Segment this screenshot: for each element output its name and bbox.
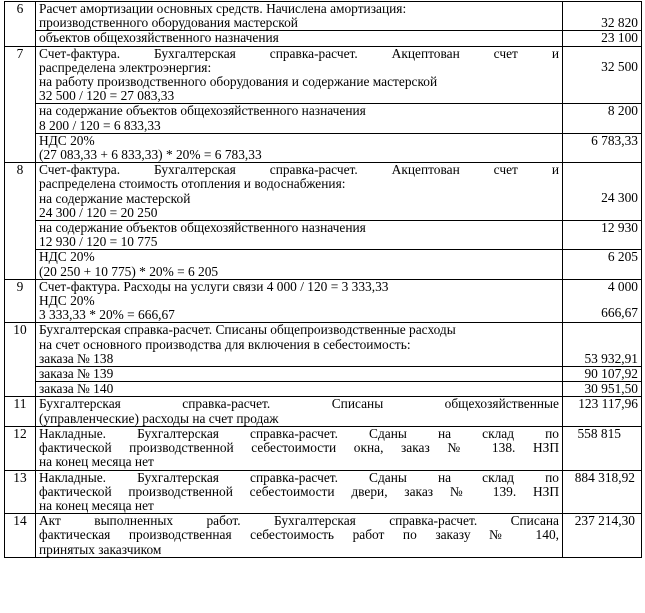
row-8-amount-c: 6 205 — [563, 250, 642, 279]
row-7-description-b — [36, 104, 563, 133]
desc-line: НДС 20% — [39, 133, 95, 148]
desc-line: (20 250 + 10 775) * 20% = 6 205 — [39, 263, 219, 279]
row-8-description-b — [36, 221, 563, 250]
desc-line: Расчет амортизации основных средств. Начислена амортизация: — [39, 1, 407, 16]
desc-line: на счет основного производства для включения в себестоимость: — [39, 336, 411, 352]
row-9-description — [36, 279, 563, 323]
desc-line: 3 333,33 * 20% = 666,67 — [39, 307, 175, 323]
row-12-description — [36, 426, 563, 470]
table-row-10b — [5, 367, 642, 382]
desc-line: на содержание объектов общехозяйственного назначения — [39, 220, 366, 236]
table-row-8b — [5, 221, 642, 250]
table-row-6 — [5, 2, 642, 31]
table-row-13 — [5, 470, 642, 514]
row-11-amount: 123 117,96 — [563, 397, 642, 426]
row-7-description-a — [36, 46, 563, 104]
table-row-7 — [5, 46, 642, 104]
row-7-amount-b: 8 200 — [563, 104, 642, 133]
row-14-description — [36, 514, 563, 558]
desc-line: Бухгалтерская справка-расчет. Списаны общепроизводственные расходы — [39, 322, 456, 338]
table-row-6b — [5, 31, 642, 46]
table-row-8 — [5, 163, 642, 221]
desc-line: НДС 20% — [39, 293, 95, 309]
desc-line: 24 300 / 120 = 20 250 — [39, 204, 158, 220]
table-row-11 — [5, 397, 642, 426]
table-row-12 — [5, 426, 642, 470]
row-number-6: 6 — [5, 2, 36, 47]
row-8-amount-b: 12 930 — [563, 221, 642, 250]
table-row-7c — [5, 133, 642, 162]
desc-line: Накладные. Бухгалтерская справка-расчет. Сданы на склад по — [39, 470, 559, 485]
desc-line: производственного оборудования мастерской — [39, 15, 298, 31]
row-9-amounts — [563, 279, 642, 323]
row-number-13: 13 — [5, 470, 36, 514]
desc-line: 12 930 / 120 = 10 775 — [39, 234, 158, 250]
row-10-description-b — [36, 367, 563, 382]
desc-line: объектов общехозяйственного назначения — [39, 30, 279, 46]
row-6-description-a — [36, 2, 563, 31]
desc-line: заказа № 138 — [39, 350, 114, 366]
row-9-amount-2: 666,67 — [601, 305, 638, 321]
row-7-amount-a: 32 500 — [563, 46, 642, 104]
desc-line: Счет-фактура. Бухгалтерская справка-расчет. Акцептован счет и — [39, 162, 559, 178]
row-number-9: 9 — [5, 279, 36, 323]
desc-line: на работу производственного оборудования и содержание мастерской — [39, 74, 438, 90]
row-12-amount: 558 815 — [563, 426, 642, 470]
row-number-12: 12 — [5, 426, 36, 470]
row-number-10: 10 — [5, 323, 36, 397]
desc-line: 32 500 / 120 = 27 083,33 — [39, 88, 175, 104]
row-9-amount-1: 4 000 — [607, 279, 638, 294]
table-row-8c — [5, 250, 642, 279]
desc-line: Счет-фактура. Расходы на услуги связи 4 000 / 120 = 3 333,33 — [39, 279, 389, 294]
desc-line: на содержание объектов общехозяйственного назначения — [39, 103, 366, 119]
table-row-14 — [5, 514, 642, 558]
desc-line: на конец месяца нет — [39, 497, 154, 513]
row-6-amount-b: 23 100 — [563, 31, 642, 46]
desc-line: фактической производственной себестоимости окна, заказ № 138. НЗП — [39, 440, 559, 456]
row-10-amount-c: 30 951,50 — [563, 382, 642, 397]
desc-line: фактической производственной себестоимости двери, заказ № 139. НЗП — [39, 483, 559, 499]
desc-line: 8 200 / 120 = 6 833,33 — [39, 117, 161, 133]
row-10-amount-b: 90 107,92 — [563, 367, 642, 382]
row-11-description — [36, 397, 563, 426]
row-10-amount-a: 53 932,91 — [563, 323, 642, 367]
table-row-10c — [5, 382, 642, 397]
journal-table — [4, 1, 642, 558]
row-8-amount-a: 24 300 — [563, 163, 642, 221]
row-8-description-c — [36, 250, 563, 279]
desc-line: заказа № 139 — [39, 366, 114, 382]
row-10-description-a — [36, 323, 563, 367]
row-number-7: 7 — [5, 46, 36, 163]
table-row-10 — [5, 323, 642, 367]
row-number-8: 8 — [5, 163, 36, 280]
desc-line: распределена электроэнергия: — [39, 59, 212, 75]
desc-line: НДС 20% — [39, 249, 95, 265]
row-6-amount-a: 32 820 — [563, 2, 642, 31]
desc-line: Акт выполненных работ. Бухгалтерская справка-расчет. Списана — [39, 513, 559, 529]
row-number-11: 11 — [5, 397, 36, 426]
desc-line: фактическая производственная себестоимость работ по заказу № 140, — [39, 527, 559, 543]
row-number-14: 14 — [5, 514, 36, 558]
row-7-amount-c: 6 783,33 — [563, 133, 642, 162]
desc-line: (управленческие) расходы на счет продаж — [39, 410, 279, 426]
desc-line: на конец месяца нет — [39, 454, 154, 470]
desc-line: (27 083,33 + 6 833,33) * 20% = 6 783,33 — [39, 147, 262, 163]
row-13-amount: 884 318,92 — [563, 470, 642, 514]
row-7-description-c — [36, 133, 563, 162]
desc-line: распределена стоимость отопления и водоснабжения: — [39, 176, 346, 192]
row-6-description-b — [36, 31, 563, 46]
desc-line: на содержание мастерской — [39, 190, 191, 206]
table-row-7b — [5, 104, 642, 133]
desc-line: Накладные. Бухгалтерская справка-расчет. Сданы на склад по — [39, 426, 559, 441]
table-row-9 — [5, 279, 642, 323]
desc-line: Счет-фактура. Бухгалтерская справка-расчет. Акцептован счет и — [39, 46, 559, 61]
row-13-description — [36, 470, 563, 514]
row-10-description-c — [36, 382, 563, 397]
row-8-description-a — [36, 163, 563, 221]
desc-line: принятых заказчиком — [39, 541, 162, 557]
desc-line: Бухгалтерская справка-расчет. Списаны общехозяйственные — [39, 396, 559, 412]
desc-line: заказа № 140 — [39, 381, 114, 397]
row-14-amount: 237 214,30 — [563, 514, 642, 558]
